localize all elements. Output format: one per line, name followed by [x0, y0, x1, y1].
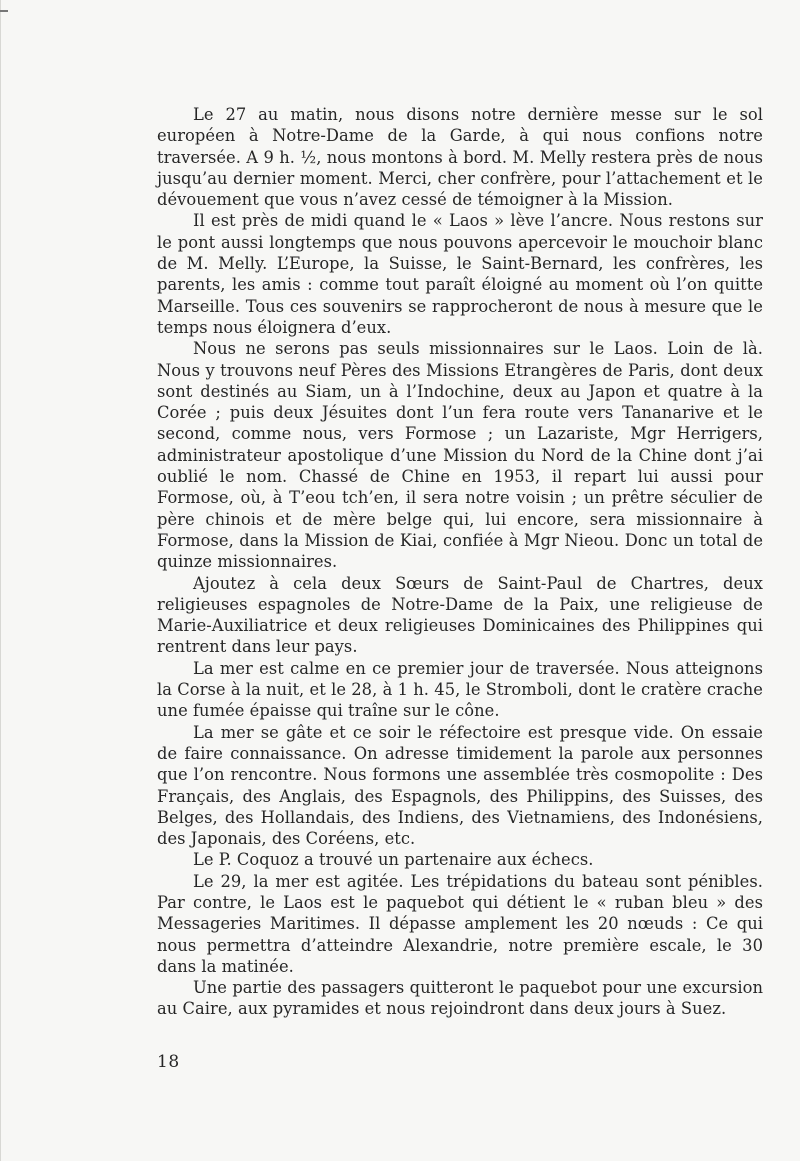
paragraph-3: Nous ne serons pas seuls missionnaires sur le Laos. Loin de là. Nous y trouvons neuf Pères des Missions Etrangères de Paris, dont deux sont destinés au Siam, un à l’Indochine, deux au Japon et quatre à la Corée ; puis deux Jésuites dont l’un fera route vers Tananarive et le second, comme nous, vers Formose ; un Lazariste, Mgr Herrigers, administrateur apostolique d’une Mission du Nord de la Chine dont j’ai oublié le nom. Chassé de Chine en 1953, il repart lui aussi pour Formose, où, à T’eou tch’en, il sera notre voisin ; un prêtre séculier de père chinois et de mère belge qui, lui encore, sera missionnaire à Formose, dans la Mission de Kiai, confiée à Mgr Nieou. Donc un total de quinze missionnaires.	[157, 339, 763, 572]
paragraph-7: Le P. Coquoz a trouvé un partenaire aux échecs.	[193, 850, 594, 870]
edge-tick-mark	[0, 10, 8, 12]
paragraph-8: Le 29, la mer est agitée. Les trépidations du bateau sont pénibles. Par contre, le Laos est le paquebot qui détient le « ruban bleu » des Messageries Maritimes. Il dépasse amplement les 20 nœuds : Ce qui nous permettra d’atteindre Alexandrie, notre première escale, le 30 dans la matinée.	[157, 871, 763, 976]
paragraph-9: Une partie des passagers quitteront le paquebot pour une excursion au Caire, aux pyramides et nous rejoindront dans deux jours à Suez.	[157, 978, 763, 1019]
body-text	[157, 104, 763, 1020]
paragraph-2: Il est près de midi quand le « Laos » lève l’ancre. Nous restons sur le pont aussi longtemps que nous pouvons apercevoir le mouchoir blanc de M. Melly. L’Europe, la Suisse, le Saint-Bernard, les confrères, les parents, les amis : comme tout paraît éloigné au moment où l’on quitte Marseille. Tous ces souvenirs se rapprocheront de nous à mesure que le temps nous éloignera d’eux.	[157, 211, 763, 337]
paragraph-6: La mer se gâte et ce soir le réfectoire est presque vide. On essaie de faire connaissance. On adresse timidement la parole aux personnes que l’on rencontre. Nous formons une assemblée très cosmopolite : Des Français, des Anglais, des Espagnols, des Philippins, des Suisses, des Belges, des Hollandais, des Indiens, des Vietnamiens, des Indonésiens, des Japonais, des Coréens, etc.	[157, 722, 763, 849]
page-number: 18	[157, 1052, 180, 1072]
paragraph-5: La mer est calme en ce premier jour de traversée. Nous atteignons la Corse à la nuit, et le 28, à 1 h. 45, le Stromboli, dont le cratère crache une fumée épaisse qui traîne sur le cône.	[157, 658, 763, 721]
paragraph-4: Ajoutez à cela deux Sœurs de Saint-Paul de Chartres, deux religieuses espagnoles de Notre-Dame de la Paix, une religieuse de Marie-Auxiliatrice et deux religieuses Dominicaines des Philippines qui rentrent dans leur pays.	[157, 573, 763, 657]
paragraph-1: Le 27 au matin, nous disons notre dernière messe sur le sol européen à Notre-Dame de la Garde, à qui nous confions notre traversée. A 9 h. ½, nous montons à bord. M. Melly restera près de nous jusqu’au dernier moment. Merci, cher confrère, pour l’attachement et le dévouement que vous n’avez cessé de témoigner à la Mission.	[157, 105, 763, 210]
page-edge	[0, 0, 11, 1161]
